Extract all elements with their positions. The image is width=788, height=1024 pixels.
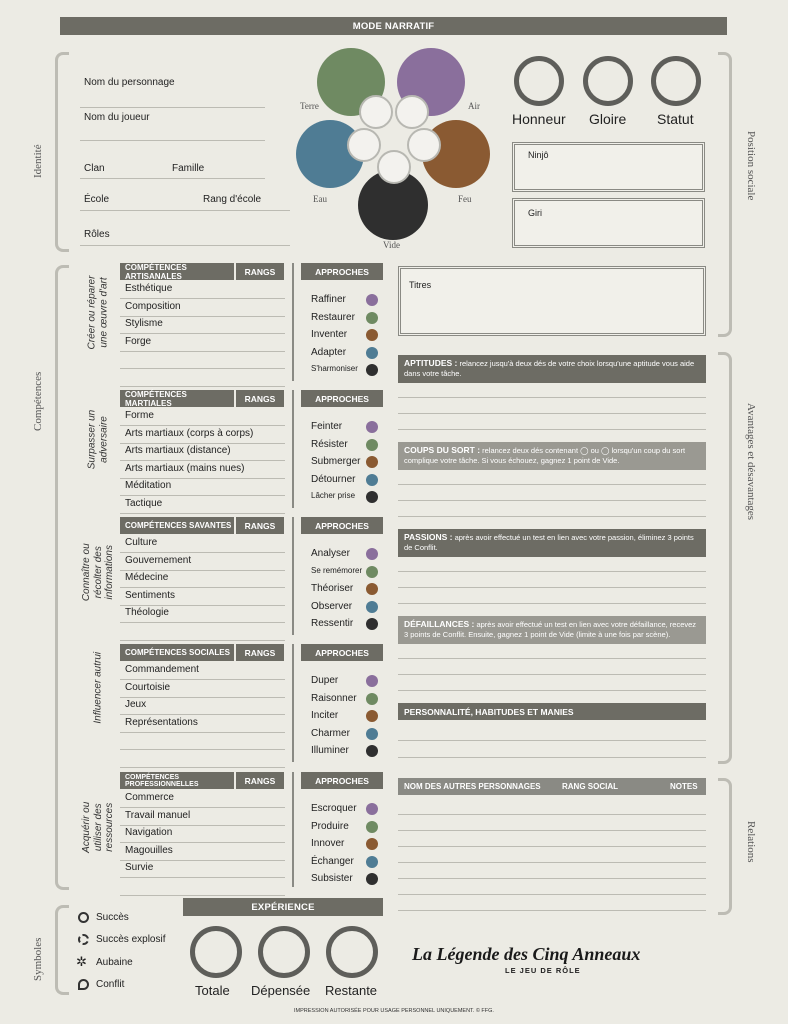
skill-item[interactable]: Courtoisie (125, 681, 171, 693)
approach-item: Restaurer (311, 311, 355, 323)
gloire-ring[interactable] (583, 56, 633, 106)
symbol-conflit-icon (78, 979, 89, 990)
honneur-ring[interactable] (514, 56, 564, 106)
group-header: COMPÉTENCES SOCIALES (120, 644, 234, 661)
side-label-competences: Compétences (32, 371, 44, 431)
xp-restante-label: Restante (325, 983, 378, 998)
group-label: Connaître ou récolter des informations (80, 543, 115, 602)
ring-icon (366, 710, 378, 722)
ring-icon (366, 618, 378, 630)
ecole-label: École (84, 194, 110, 205)
relations-rang-header: RANG SOCIAL (562, 782, 618, 791)
group-header: COMPÉTENCES MARTIALES (120, 390, 234, 407)
footer-text: IMPRESSION AUTORISÉE POUR USAGE PERSONNEL UNIQUEMENT. © FFG. (294, 1008, 494, 1014)
approach-item: Échanger (311, 855, 354, 867)
ring-icon (366, 745, 378, 757)
xp-depensee-label: Dépensée (251, 983, 311, 998)
approach-item: Ressentir (311, 618, 354, 629)
skill-item[interactable]: Forme (125, 410, 154, 421)
advantage-box: PASSIONS : après avoir effectué un test en lien avec votre passion, éliminez 3 points de Conflit. (398, 529, 706, 557)
roles-label: Rôles (84, 229, 110, 240)
ring-icon (366, 693, 378, 705)
xp-totale-ring[interactable] (190, 926, 242, 978)
ring-icon (366, 329, 378, 341)
skill-item[interactable]: Théologie (125, 607, 169, 618)
symbol-aubaine-icon: ✲ (76, 954, 87, 969)
skill-item[interactable]: Arts martiaux (corps à corps) (125, 427, 254, 439)
famille-label: Famille (172, 163, 205, 174)
ring-icon (366, 821, 378, 833)
approach-item: Produire (311, 820, 349, 832)
symbol-explosif-icon (78, 934, 89, 945)
ring-label-terre: Terre (300, 101, 319, 111)
approach-item: Illuminer (311, 745, 349, 756)
ring-value-circle[interactable] (395, 95, 429, 129)
approches-header: APPROCHES (301, 644, 383, 661)
approach-item: Adapter (311, 346, 347, 358)
advantage-box: COUPS DU SORT : relancez deux dés contenant ◯ ou ◯ lorsqu'un coup du sort complique votre tâche. Si vous échouez, gagnez 1 point de Vide. (398, 442, 706, 470)
ring-label-feu: Feu (458, 194, 472, 204)
approches-header: APPROCHES (301, 390, 383, 407)
ring-icon (366, 583, 378, 595)
ring-icon (366, 347, 378, 359)
skill-item[interactable]: Tactique (125, 497, 163, 509)
approach-item: Inciter (311, 710, 339, 721)
approach-item: Raisonner (311, 692, 357, 704)
logo-subtitle: LE JEU DE RÔLE (505, 966, 581, 975)
logo-title: La Légende des Cinq Anneaux (412, 944, 641, 964)
ring-icon (366, 803, 378, 815)
symbol-explosif-label: Succès explosif (96, 934, 166, 945)
symbol-succes-icon (78, 912, 89, 923)
giri-label: Giri (528, 208, 542, 218)
ring-icon (366, 728, 378, 740)
skill-item[interactable]: Survie (125, 862, 154, 873)
giri-box[interactable] (512, 198, 705, 248)
ring-icon (366, 474, 378, 486)
symbol-aubaine-label: Aubaine (96, 957, 133, 968)
approach-item: Observer (311, 600, 353, 612)
ring-icon (366, 856, 378, 868)
ring-icon (366, 601, 378, 613)
approach-item: Analyser (311, 548, 350, 559)
rangs-header: RANGS (236, 517, 284, 534)
approches-header: APPROCHES (301, 772, 383, 789)
xp-restante-ring[interactable] (326, 926, 378, 978)
skill-item[interactable]: Commerce (125, 792, 174, 803)
approach-item: Résister (311, 438, 348, 450)
page-title: MODE NARRATIF (60, 17, 727, 35)
side-label-position: Position sociale (745, 131, 757, 201)
approach-item: Innover (311, 838, 345, 849)
ring-icon (366, 312, 378, 324)
ring-icon (366, 548, 378, 560)
side-label-avantages: Avantages et désavantages (745, 403, 757, 521)
ninjo-label: Ninjô (528, 150, 549, 160)
side-label-relations: Relations (745, 821, 757, 863)
statut-label: Statut (657, 111, 694, 127)
relations-notes-header: NOTES (670, 782, 698, 791)
skill-item[interactable]: Représentations (125, 716, 198, 728)
approach-item: Subsister (311, 873, 353, 884)
skill-item[interactable]: Arts martiaux (mains nues) (125, 462, 245, 474)
approach-item: Inventer (311, 329, 348, 340)
approach-item: Théoriser (311, 583, 354, 594)
honneur-label: Honneur (512, 111, 566, 127)
skill-item[interactable]: Médecine (125, 572, 169, 583)
ring-label-vide: Vide (383, 240, 400, 250)
xp-totale-label: Totale (195, 983, 230, 998)
skill-item[interactable]: Gouvernement (125, 554, 192, 566)
titres-box[interactable] (398, 266, 706, 336)
ring-icon (366, 675, 378, 687)
skill-item[interactable]: Forge (125, 335, 152, 347)
ring-value-circle[interactable] (407, 128, 441, 162)
side-label-symboles: Symboles (32, 937, 44, 981)
rang-ecole-label: Rang d'école (203, 194, 262, 205)
ring-icon (366, 491, 378, 503)
approach-item: Escroquer (311, 803, 357, 814)
skill-item[interactable]: Jeux (125, 699, 147, 710)
skill-item[interactable]: Commandement (125, 664, 199, 675)
approach-item: Charmer (311, 727, 350, 739)
gloire-label: Gloire (589, 111, 627, 127)
relations-nom-header: NOM DES AUTRES PERSONNAGES (404, 782, 541, 791)
approach-item: Lâcher prise (311, 491, 356, 500)
rangs-header: RANGS (236, 644, 284, 661)
bracket (718, 778, 732, 915)
titres-label: Titres (409, 280, 432, 290)
skill-item[interactable]: Sentiments (125, 589, 176, 601)
bracket (55, 905, 69, 995)
ring-icon (366, 294, 378, 306)
ring-label-eau: Eau (313, 194, 327, 204)
skill-item[interactable]: Travail manuel (125, 809, 191, 821)
nom-joueur-label: Nom du joueur (84, 112, 150, 123)
approach-item: Détourner (311, 473, 356, 485)
ring-value-circle[interactable] (347, 128, 381, 162)
group-header: COMPÉTENCES ARTISANALES (120, 263, 234, 280)
clan-label: Clan (84, 163, 105, 174)
approches-header: APPROCHES (301, 517, 383, 534)
advantage-box: APTITUDES : relancez jusqu'à deux dés de votre choix lorsqu'une aptitude vous aide dans votre tâche. (398, 355, 706, 383)
ring-icon (366, 439, 378, 451)
skill-item[interactable]: Culture (125, 537, 158, 548)
bracket (55, 265, 69, 890)
statut-ring[interactable] (651, 56, 701, 106)
ring-icon (366, 566, 378, 578)
ring-value-circle[interactable] (359, 95, 393, 129)
approach-item: S'harmoniser (311, 364, 358, 373)
rangs-header: RANGS (236, 772, 284, 789)
experience-header: EXPÉRIENCE (183, 898, 383, 916)
xp-depensee-ring[interactable] (258, 926, 310, 978)
personnalite-header: PERSONNALITÉ, HABITUDES ET MANIES (398, 703, 706, 720)
ring-label-air: Air (468, 101, 480, 111)
rangs-header: RANGS (236, 390, 284, 407)
skill-item[interactable]: Esthétique (125, 283, 173, 294)
ring-icon (366, 873, 378, 885)
approach-item: Raffiner (311, 294, 346, 305)
skill-item[interactable]: Stylisme (125, 318, 163, 329)
group-label: Influencer autrui (92, 651, 104, 724)
bracket (718, 52, 732, 337)
skill-item[interactable]: Navigation (125, 827, 173, 838)
approach-item: Submerger (311, 456, 361, 467)
group-header: COMPÉTENCES SAVANTES (120, 517, 234, 534)
group-label: Surpasser un adversaire (86, 409, 109, 470)
group-label: Acquérir ou utiliser des ressources (80, 801, 115, 853)
ring-icon (366, 456, 378, 468)
ring-icon (366, 838, 378, 850)
nom-personnage-label: Nom du personnage (84, 77, 175, 88)
approach-item: Feinter (311, 421, 343, 432)
ring-value-circle[interactable] (377, 150, 411, 184)
symbol-conflit-label: Conflit (96, 979, 125, 990)
skill-item[interactable]: Composition (125, 300, 181, 312)
approches-header: APPROCHES (301, 263, 383, 280)
bracket (718, 352, 732, 764)
advantage-box: DÉFAILLANCES : après avoir effectué un test en lien avec votre défaillance, recevez 3 points de Conflit. Ensuite, gagnez 1 point de Vide (limite à une fois par scène). (398, 616, 706, 644)
skill-item[interactable]: Méditation (125, 480, 172, 491)
approach-item: Duper (311, 675, 339, 686)
ring-icon (366, 364, 378, 376)
skill-item[interactable]: Arts martiaux (distance) (125, 445, 231, 456)
side-label-identite: Identité (32, 144, 44, 178)
group-header: COMPÉTENCES PROFESSIONNELLES (120, 772, 234, 789)
ring-icon (366, 421, 378, 433)
symbol-succes-label: Succès (96, 912, 129, 923)
approach-item: Se remémorer (311, 565, 363, 575)
bracket (55, 52, 69, 252)
group-label: Créer ou réparer une œuvre d'art (86, 275, 109, 350)
rangs-header: RANGS (236, 263, 284, 280)
skill-item[interactable]: Magouilles (125, 844, 173, 856)
